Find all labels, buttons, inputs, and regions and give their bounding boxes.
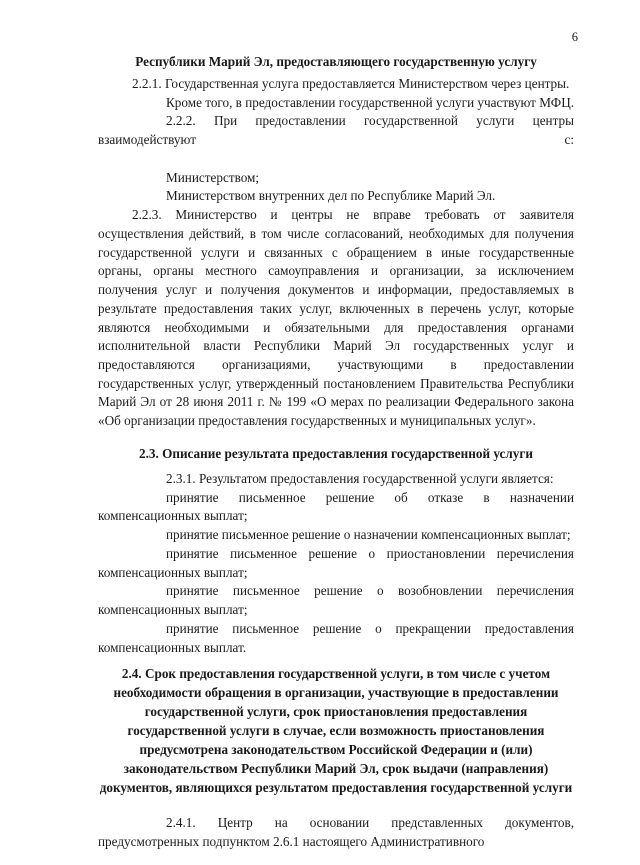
section-title-continued: Республики Марий Эл, предоставляющего государственную услугу — [135, 54, 537, 69]
paragraph-2-2-2: 2.2.2. При предоставлении государственной услуги центры взаимодействуют с: — [98, 113, 574, 148]
paragraph-2-4-1: 2.4.1. Центр на основании представленных документов, предусмотренных подпунктом 2.6.1 настоящего Административного — [98, 815, 574, 850]
heading-2-4: 2.4. Срок предоставления государственной услуги, в том числе с учетом необходимости обращения в организации, участвующие в предоставлении государственной услуги, срок приостановления предоставления государственной услуги в случае, если возможность приостановления предусмотрена законодательством Российской Федерации и (или) законодательством Республики Марий Эл, срок выдачи (направления) документов, являющихся результатом предоставления государственной услуги — [99, 666, 573, 796]
paragraph-2-3-1: 2.3.1. Результатом предоставления государственной услуги является: — [166, 470, 554, 486]
document-body — [98, 52, 574, 852]
page-number: 6 — [571, 30, 578, 44]
paragraph-2-2-2-item-ministry: Министерством; — [166, 169, 260, 185]
list-item-5: принятие письменное решение о прекращении предоставления компенсационных выплат. — [98, 620, 574, 655]
heading-2-3: 2.3. Описание результата предоставления государственной услуги — [139, 445, 533, 461]
paragraph-2-2-2-item-mvd: Министерством внутренних дел по Республике Марий Эл. — [166, 188, 496, 204]
list-item-2: принятие письменное решение о назначении компенсационных выплат; — [166, 527, 571, 543]
paragraph-2-2-3: 2.2.3. Министерство и центры не вправе требовать от заявителя осуществления действий, в том числе согласований, необходимых для получения государственной услуги и связанных с обращением в иные государственные органы, органы местного самоуправления и организации, за исключением получения услуг и получения документов и информации, предоставляемых в результате предоставления таких услуг, включенных в перечень услуг, которые являются необходимыми и обязательными для предоставления органами исполнительной власти Республики Марий Эл государственных услуг и предоставляются организациями, участвующими в предоставлении государственных услуг, утвержденный постановлением Правительства Республики Марий Эл от 28 июня 2011 г. № 199 «О мерах по реализации Федерального закона «Об организации предоставления государственных и муниципальных услуг». — [98, 207, 574, 429]
paragraph-2-2-1: 2.2.1. Государственная услуга предоставляется Министерством через центры. — [132, 76, 570, 91]
list-item-4: принятие письменное решение о возобновлении перечисления компенсационных выплат; — [98, 583, 574, 618]
paragraph-2-2-1-additional: Кроме того, в предоставлении государственной услуги участвуют МФЦ. — [166, 94, 575, 110]
list-item-3: принятие письменное решение о приостановлении перечисления компенсационных выплат; — [98, 545, 574, 580]
list-item-1: принятие письменное решение об отказе в назначении компенсационных выплат; — [98, 489, 574, 524]
